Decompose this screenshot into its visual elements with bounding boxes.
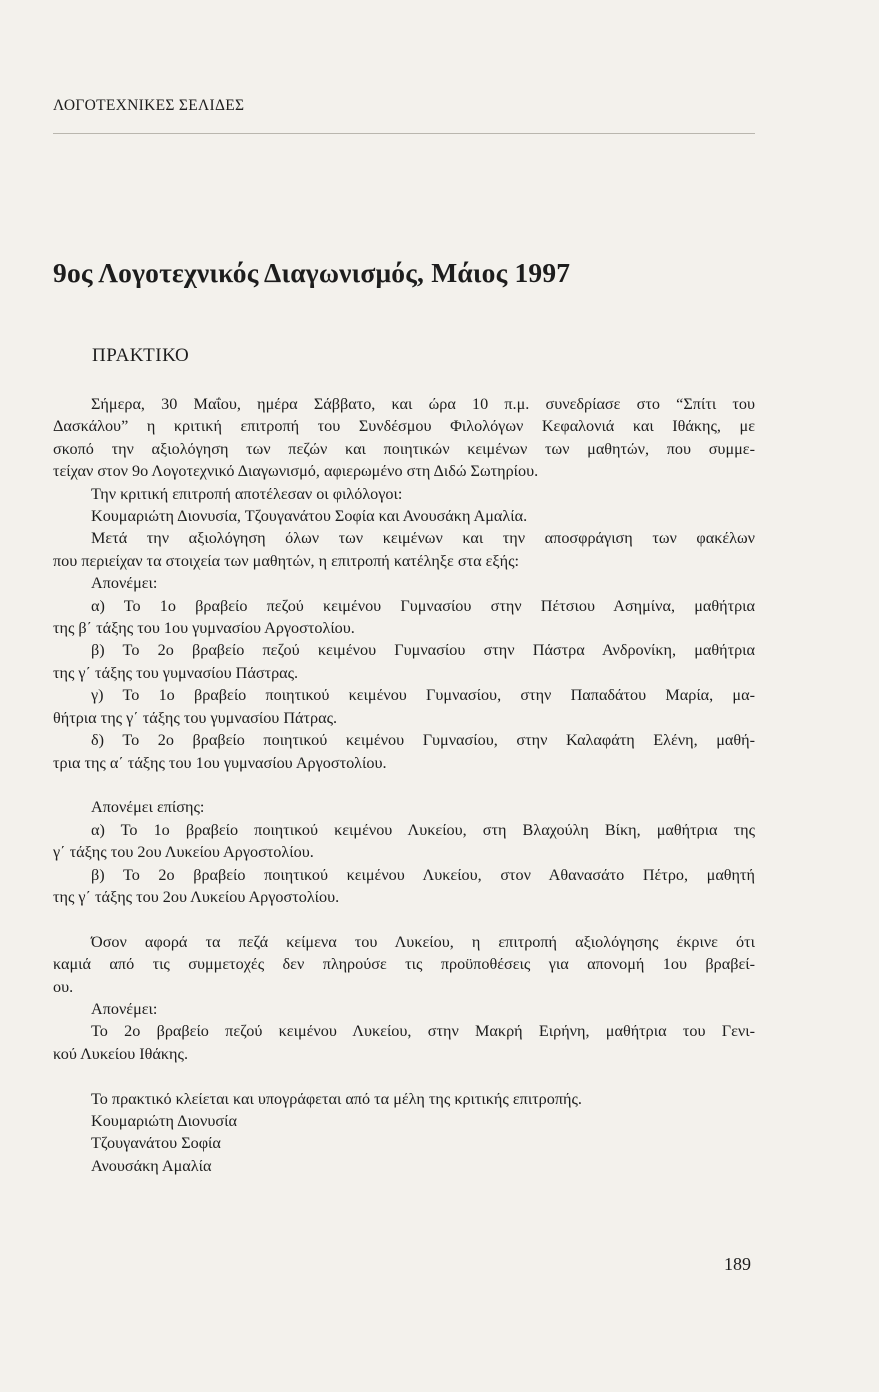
- text-line: Απονέμει:: [91, 574, 158, 593]
- text-line: Το πρακτικό κλείεται και υπογράφεται από τα μέλη της κριτικής επιτροπής.: [91, 1089, 582, 1108]
- text-line: θήτρια της γ΄ τάξης του γυμνασίου Πάτρας.: [53, 708, 338, 727]
- text-line: α) Το 1ο βραβείο ποιητικού κειμένου Λυκείου, στη Βλαχούλη Βίκη, μαθήτρια της: [91, 820, 755, 839]
- text-line: τείχαν στον 9ο Λογοτεχνικό Διαγωνισμό, αφιερωμένο στη Διδώ Σωτηρίου.: [53, 462, 539, 481]
- paragraph-gap: [53, 774, 755, 796]
- signatory-name: Κουμαριώτη Διονυσία: [91, 1111, 237, 1130]
- text-line: της γ΄ τάξης του γυμνασίου Πάστρας.: [53, 663, 299, 682]
- header-rule: [53, 133, 755, 134]
- text-line: σκοπό την αξιολόγηση των πεζών και ποιητικών κειμένων των μαθητών, που συμμε-: [53, 439, 755, 458]
- text-line: Σήμερα, 30 Μαΐου, ημέρα Σάββατο, και ώρα 10 π.μ. συνεδρίασε στο “Σπίτι του: [91, 395, 755, 413]
- running-head: ΛΟΓΟΤΕΧΝΙΚΕΣ ΣΕΛΙΔΕΣ: [53, 97, 245, 114]
- text-line: δ) Το 2ο βραβείο ποιητικού κειμένου Γυμνασίου, στην Καλαφάτη Ελένη, μαθή-: [91, 731, 755, 750]
- text-line: Το 2ο βραβείο πεζού κειμένου Λυκείου, στην Μακρή Ειρήνη, μαθήτρια του Γενι-: [91, 1022, 755, 1041]
- text-line: της β΄ τάξης του 1ου γυμνασίου Αργοστολίου.: [53, 619, 355, 638]
- text-line: Δασκάλου” η κριτική επιτροπή του Συνδέσμου Φιλολόγων Κεφαλονιά και Ιθάκης, με: [53, 417, 755, 436]
- text-line: Μετά την αξιολόγηση όλων των κειμένων και την αποσφράγιση των φακέλων: [91, 529, 755, 548]
- text-line: γ) Το 1ο βραβείο ποιητικού κειμένου Γυμνασίου, στην Παπαδάτου Μαρία, μα-: [91, 686, 755, 705]
- document-subtitle: ΠΡΑΚΤΙΚΟ: [92, 345, 190, 366]
- page-number: 189: [724, 1254, 751, 1274]
- signatory-name: Ανουσάκη Αμαλία: [91, 1156, 212, 1175]
- text-line: κού Λυκείου Ιθάκης.: [53, 1044, 188, 1063]
- text-line: Την κριτική επιτροπή αποτέλεσαν οι φιλόλογοι:: [91, 484, 403, 503]
- text-line: Κουμαριώτη Διονυσία, Τζουγανάτου Σοφία και Ανουσάκη Αμαλία.: [91, 507, 528, 526]
- paragraph-gap: [53, 1065, 755, 1087]
- text-line: τρια της α΄ τάξης του 1ου γυμνασίου Αργοστολίου.: [53, 753, 387, 772]
- text-line: α) Το 1ο βραβείο πεζού κειμένου Γυμνασίου στην Πέτσιου Ασημίνα, μαθήτρια: [91, 596, 755, 615]
- text-line: β) Το 2ο βραβείο πεζού κειμένου Γυμνασίου στην Πάστρα Ανδρονίκη, μαθήτρια: [91, 641, 755, 660]
- text-line: β) Το 2ο βραβείο ποιητικού κειμένου Λυκείου, στον Αθανασάτο Πέτρο, μαθητή: [91, 865, 755, 884]
- text-line: Απονέμει:: [91, 999, 158, 1018]
- signatory-name: Τζουγανάτου Σοφία: [91, 1134, 221, 1153]
- text-line: γ΄ τάξης του 2ου Λυκείου Αργοστολίου.: [53, 843, 314, 862]
- text-line: Απονέμει επίσης:: [91, 798, 205, 817]
- text-line: καμιά από τις συμμετοχές δεν πληρούσε τις προϋποθέσεις για απονομή 1ου βραβεί-: [53, 955, 755, 974]
- text-line: ου.: [53, 977, 74, 996]
- text-line: της γ΄ τάξης του 2ου Λυκείου Αργοστολίου.: [53, 887, 340, 906]
- text-line: που περιείχαν τα στοιχεία των μαθητών, η επιτροπή κατέληξε στα εξής:: [53, 551, 519, 570]
- document-body: [53, 393, 755, 1177]
- article-title: 9ος Λογοτεχνικός Διαγωνισμός, Μάιος 1997: [53, 257, 571, 288]
- text-line: Όσον αφορά τα πεζά κείμενα του Λυκείου, η επιτροπή αξιολόγησης έκρινε ότι: [91, 932, 755, 951]
- paragraph-gap: [53, 908, 755, 930]
